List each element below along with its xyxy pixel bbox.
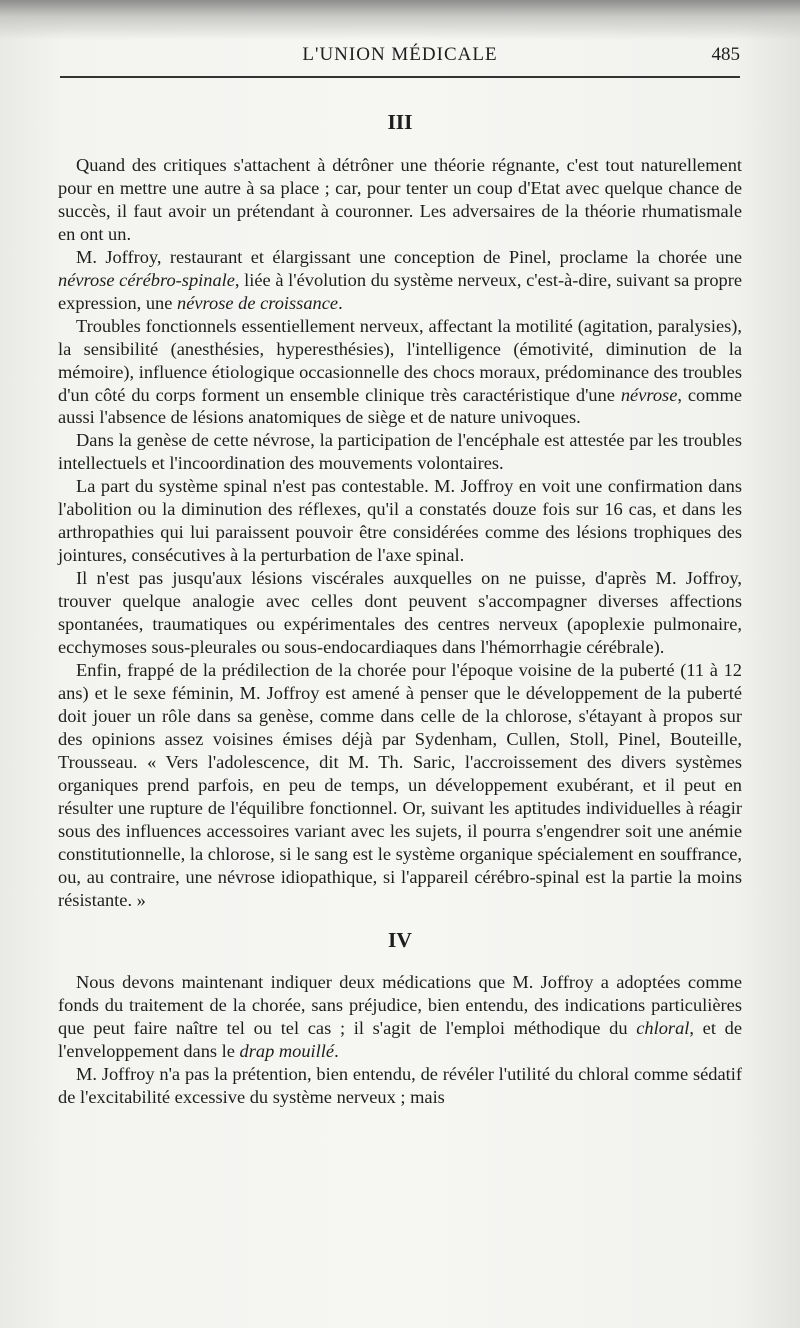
italic-term: chloral (636, 1018, 690, 1039)
text-run: M. Joffroy, restaurant et élargissant une conception de Pinel, proclame la chorée une (76, 246, 742, 267)
body-text (58, 108, 742, 1109)
paragraph (58, 315, 742, 430)
paragraph (58, 971, 742, 1063)
page-number: 485 (711, 44, 740, 65)
text-run: , liée à l'évolution du système nerveux, c'est-à-dire, suivant sa propre expression, une (58, 269, 742, 313)
section-heading-iv: IV (388, 928, 412, 953)
text-run: Troubles fonctionnels essentiellement nerveux, affectant la motilité (agitation, paralysies), la sensibilité (anesthésies, hyperesthésies), l'intelligence (émotivité, diminution de la mémoire), influence étiologique occasionnelle des chocs moraux, prédominance des troubles d'un côté du corps forment un ensemble clinique très caractéristique d'une (58, 315, 742, 405)
paragraph: Quand des critiques s'attachent à détrôner une théorie régnante, c'est tout naturellement pour en mettre une autre à sa place ; car, pour tenter un coup d'Etat avec quelque chance de succès, il faut avoir un prétendant à couronner. Les adversaires de la théorie rhumatismale en ont un. (58, 155, 742, 244)
text-run: Nous devons maintenant indiquer deux médications que M. Joffroy a adoptées comme fonds du traitement de la chorée, sans préjudice, bien entendu, des indications particulières que peut faire naître tel ou tel cas ; il s'agit de l'emploi méthodique du (58, 972, 742, 1039)
running-header (60, 44, 740, 74)
text-run: . (334, 1041, 339, 1062)
paragraph (58, 246, 742, 315)
italic-term: névrose cérébro-spinale (58, 269, 235, 290)
italic-term: névrose de croissance (177, 292, 339, 313)
paragraph: Enfin, frappé de la prédilection de la chorée pour l'époque voisine de la puberté (11 à 12 ans) et le sexe féminin, M. Joffroy est amené à penser que le développement de la puberté doit jouer un rôle dans sa genèse, comme dans celle de la chlorose, s'étayant à propos sur des opinions assez voisines émises déjà par Sydenham, Cullen, Stoll, Pinel, Bouteille, Trousseau. « Vers l'adolescence, dit M. Th. Saric, l'accroissement des divers systèmes organiques prend parfois, en peu de temps, un développement exubérant, et il peut en résulter une rupture de l'équilibre fonctionnel. Or, suivant les aptitudes individuelles à réagir sous des influences accessoires variant avec les sujets, il pourra s'engendrer soit une anémie constitutionnelle, la chlorose, si le sang est le système organique spécialement en souffrance, ou, au contraire, une névrose idiopathique, si l'appareil cérébro-spinal est la partie la moins résistante. » (58, 659, 742, 910)
paragraph: Dans la genèse de cette névrose, la participation de l'encéphale est attestée par les troubles intellectuels et l'incoordination des mouvements volontaires. (58, 430, 742, 474)
header-rule (60, 76, 740, 78)
section-heading-iii: III (387, 110, 413, 134)
paragraph: La part du système spinal n'est pas contestable. M. Joffroy en voit une confirmation dans l'abolition ou la diminution des réflexes, qu'il a constatés douze fois sur 16 cas, et dans les arthropathies qui lui paraissent pouvoir être considérées comme des lésions trophiques des jointures, consécutives à la perturbation de l'axe spinal. (58, 476, 742, 566)
running-title: L'UNION MÉDICALE (302, 44, 498, 65)
paragraph: M. Joffroy n'a pas la prétention, bien entendu, de révéler l'utilité du chloral comme sédatif de l'excitabilité excessive du système nerveux ; mais (58, 1064, 742, 1108)
text-run: , et de l'enveloppement dans le (58, 1018, 742, 1062)
text-run: . (338, 292, 343, 313)
italic-term: névrose (620, 384, 678, 405)
paragraph: Il n'est pas jusqu'aux lésions viscérales auxquelles on ne puisse, d'après M. Joffroy, trouver quelque analogie avec celles dont peuvent s'accompagner diverses affections spontanées, traumatiques ou expérimentales des centres nerveux (apoplexie pulmonaire, ecchymoses sous-pleurales ou sous-endocardiaques dans l'hémorrhagie cérébrale). (58, 568, 742, 658)
italic-term: drap mouillé (239, 1041, 335, 1062)
text-run: , comme aussi l'absence de lésions anatomiques de siège et de nature univoques. (58, 384, 743, 428)
